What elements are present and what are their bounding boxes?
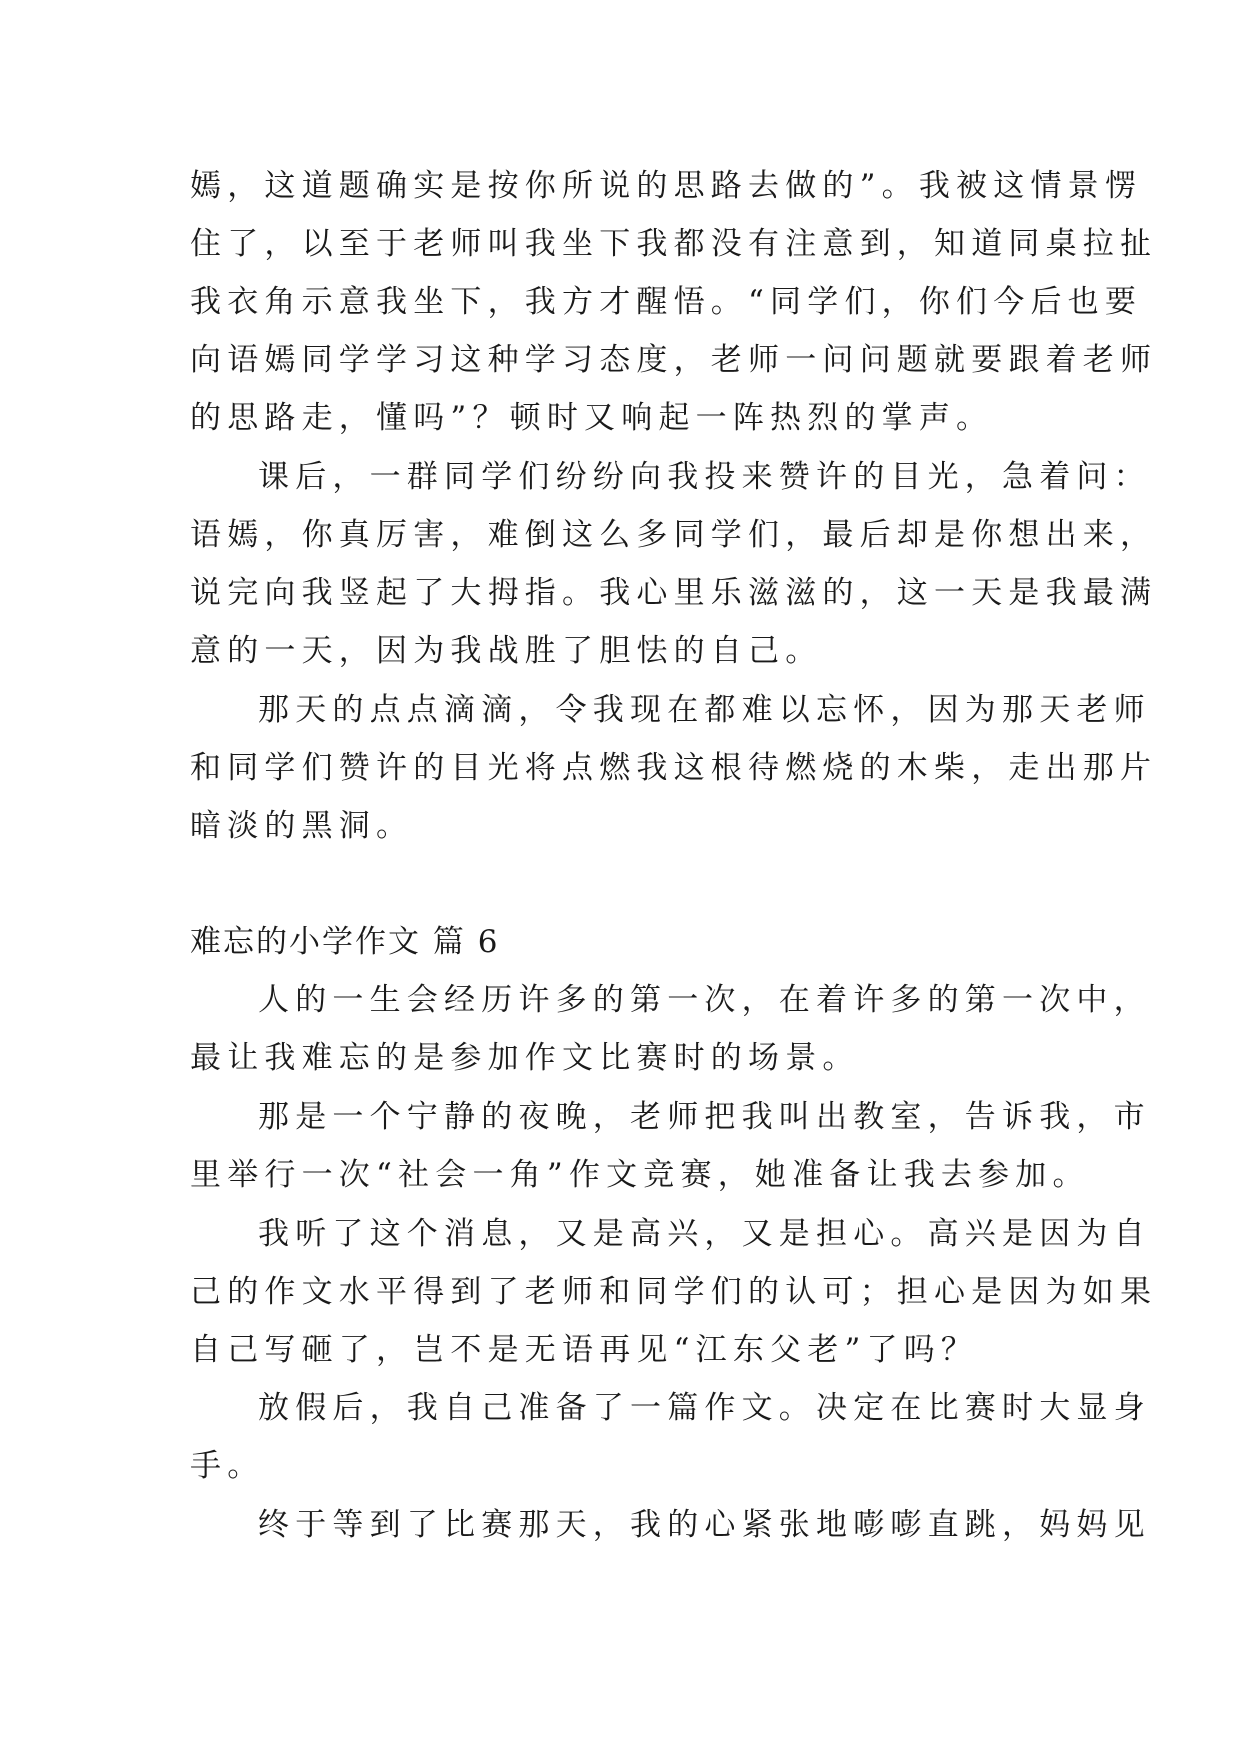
- text-line: 嫣，这道题确实是按你所说的思路去做的”。我被这情景愣: [190, 168, 1143, 204]
- paragraph-first-line: 那是一个宁静的夜晚，老师把我叫出教室，告诉我，市: [258, 1099, 1151, 1135]
- text-line: 己的作文水平得到了老师和同学们的认可；担心是因为如果: [190, 1274, 1158, 1310]
- text-line: 向语嫣同学学习这种学习态度，老师一问问题就要跟着老师: [190, 342, 1158, 378]
- text-line: 我衣角示意我坐下，我方才醒悟。“同学们，你们今后也要: [190, 284, 1143, 320]
- text-line: 说完向我竖起了大拇指。我心里乐滋滋的，这一天是我最满: [190, 575, 1158, 611]
- paragraph-first-line: 课后，一群同学们纷纷向我投来赞许的目光，急着问：: [258, 459, 1151, 495]
- text-line: 暗淡的黑洞。: [190, 808, 414, 844]
- text-line: 语嫣，你真厉害，难倒这么多同学们，最后却是你想出来，: [190, 517, 1158, 553]
- paragraph-first-line: 那天的点点滴滴，令我现在都难以忘怀，因为那天老师: [258, 692, 1151, 728]
- section-heading: 难忘的小学作文 篇 6: [190, 924, 500, 960]
- text-line: 和同学们赞许的目光将点燃我这根待燃烧的木柴，走出那片: [190, 750, 1158, 786]
- text-line: 意的一天，因为我战胜了胆怯的自己。: [190, 633, 823, 669]
- text-line: 的思路走，懂吗”？顿时又响起一阵热烈的掌声。: [190, 400, 994, 436]
- paragraph-first-line: 我听了这个消息，又是高兴，又是担心。高兴是因为自: [258, 1216, 1151, 1252]
- text-line: 手。: [190, 1448, 265, 1484]
- text-line: 自己写砸了，岂不是无语再见“江东父老”了吗？: [190, 1332, 979, 1368]
- paragraph-first-line: 人的一生会经历许多的第一次，在着许多的第一次中，: [258, 982, 1151, 1018]
- text-line: 住了，以至于老师叫我坐下我都没有注意到，知道同桌拉扯: [190, 226, 1158, 262]
- paragraph-first-line: 放假后，我自己准备了一篇作文。决定在比赛时大显身: [258, 1390, 1151, 1426]
- text-line: 里举行一次“社会一角”作文竞赛，她准备让我去参加。: [190, 1157, 1090, 1193]
- text-line: 最让我难忘的是参加作文比赛时的场景。: [190, 1040, 860, 1076]
- paragraph-first-line: 终于等到了比赛那天，我的心紧张地嘭嘭直跳，妈妈见: [258, 1507, 1151, 1543]
